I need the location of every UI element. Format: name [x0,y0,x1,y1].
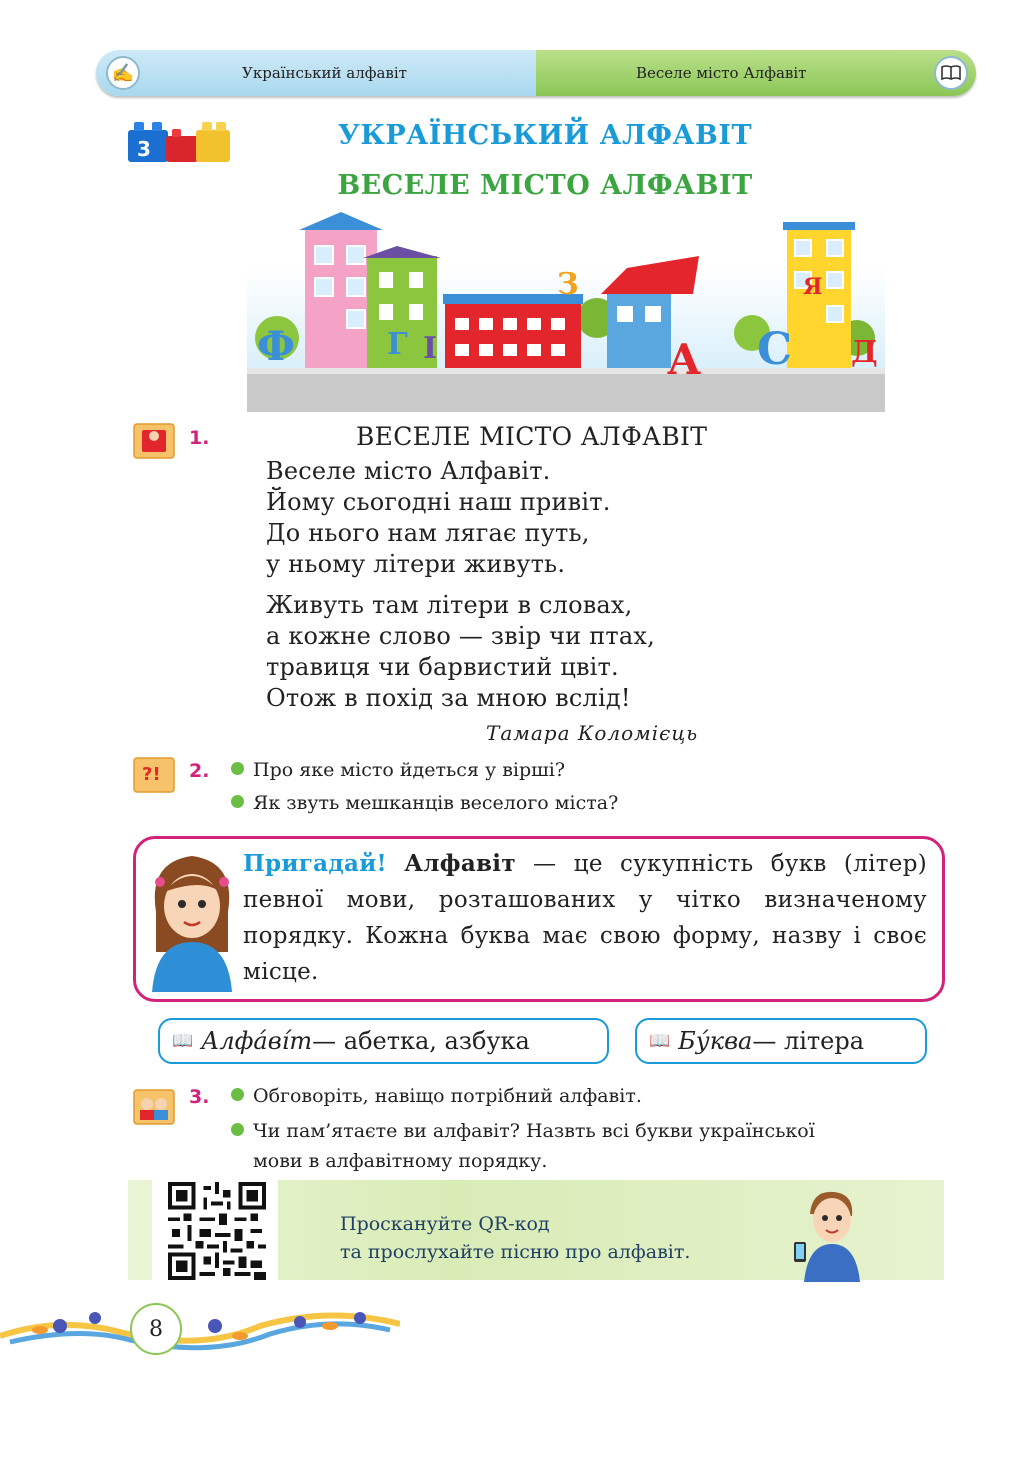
poem-stanza-2 [266,590,655,714]
bullet-dot [231,1088,244,1101]
poem-line: травиця чи барвистий цвіт. [266,653,619,681]
task-2-number: 2. [189,760,210,782]
remember-text [243,846,927,990]
remember-term: Алфавіт [404,850,516,877]
qr-line-1: Проскануйте QR-код [340,1213,550,1235]
floral-decoration [0,1296,400,1366]
letter-f: Ф [257,323,295,370]
letter-i: І [423,331,438,366]
lego-lesson-icon [128,116,232,164]
book-icon: 📖 [649,1031,671,1051]
girl-illustration [142,842,242,992]
task-2-question-1: Про яке місто йдеться у вірші? [231,759,565,781]
letter-d: Д [851,335,878,370]
task-2-question-2: Як звуть мешканців веселого міста? [231,792,618,814]
remember-label: Пригадай! [243,850,387,877]
task-3-item-2: Чи пам’ятаєте ви алфавіт? Назвть всі букви української [231,1120,815,1142]
poem-line: у ньому літери живуть. [266,550,566,578]
task-3-item-1: Обговоріть, навіщо потрібний алфавіт. [231,1085,642,1107]
vocab-definition: — літера [752,1027,865,1055]
letter-a: А [667,335,702,384]
poem-line: Живуть там літери в словах, [266,591,633,619]
poem-line: а кожне слово — звір чи птах, [266,622,655,650]
poem-line: Йому сьогодні наш привіт. [266,488,611,516]
lesson-subtitle: ВЕСЕЛЕ МІСТО АЛФАВІТ [337,170,753,201]
vocab-letter [635,1018,927,1064]
task-3-item-2-cont: мови в алфавітному порядку. [253,1150,548,1172]
header-right-title: Веселе місто Алфавіт [636,64,807,82]
poem-line: Веселе місто Алфавіт. [266,457,551,485]
header-left [96,50,536,96]
poem-line: До нього нам лягає путь, [266,519,590,547]
book-icon [934,56,968,90]
header-left-title: Український алфавіт [242,64,407,82]
vocab-alphabet [158,1018,609,1064]
bullet-dot [231,1123,244,1136]
city-illustration [247,208,885,412]
task-1-number: 1. [189,427,210,449]
poem-line: Отож в похід за мною вслід! [266,684,631,712]
reading-icon [132,420,176,460]
remember-definition: — це сукупність букв (літер) певної мови, розташованих у чітко визначеному порядку. Кожна буква має свою форму, назву і своє місце. [243,851,927,985]
letter-h: Г [387,327,408,362]
poem-author: Тамара Коломієць [486,721,699,745]
vocab-term: Бу́ква [678,1027,753,1055]
lesson-title: УКРАЇНСЬКИЙ АЛФАВІТ [337,120,753,151]
poem-stanza-1 [266,456,611,580]
discussion-icon [132,1086,176,1126]
task-3-number: 3. [189,1086,210,1108]
boy-illustration [790,1184,870,1282]
vocab-term: Алфа́ві́т [201,1027,313,1055]
vocab-definition: — абетка, азбука [312,1027,530,1055]
qr-instructions [340,1210,690,1266]
header-right [536,50,976,96]
bullet-dot [231,795,244,808]
poem-title: ВЕСЕЛЕ МІСТО АЛФАВІТ [356,422,708,451]
letter-s: С [757,324,793,375]
question-icon [132,754,176,794]
book-icon: 📖 [172,1031,194,1051]
pen-icon: ✍ [106,56,140,90]
qr-code[interactable] [168,1182,266,1280]
letter-z: З [557,267,579,302]
lesson-number: 3 [137,137,151,161]
page-number: 8 [130,1303,182,1355]
letter-ya: Я [803,274,823,300]
question-icon-label: ?! [142,764,161,785]
header-bar [96,50,976,96]
qr-line-2: та прослухайте пісню про алфавіт. [340,1241,691,1263]
bullet-dot [231,762,244,775]
